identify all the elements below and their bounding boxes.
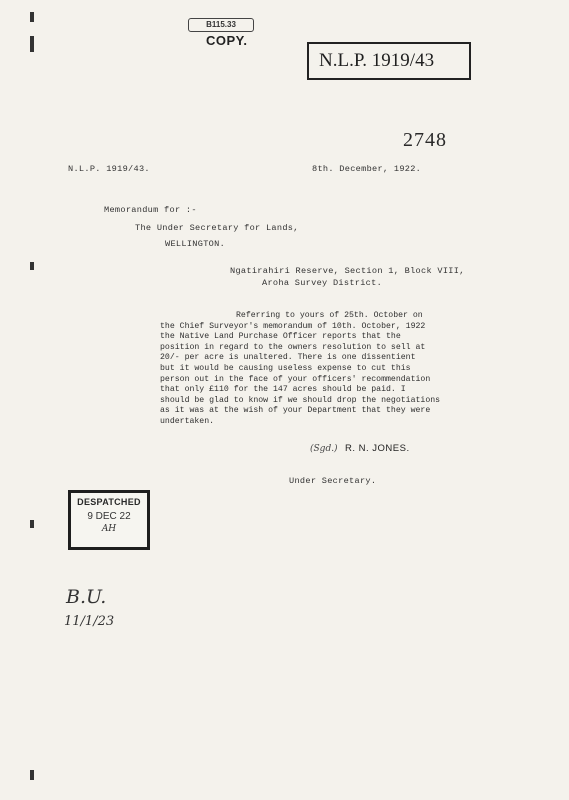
- body-line: the Native Land Purchase Officer reports that the: [160, 332, 401, 342]
- punch-mark: [30, 262, 34, 270]
- punch-mark: [30, 520, 34, 528]
- body-line: Referring to yours of 25th. October on: [236, 311, 423, 320]
- subject-line-1: Ngatirahiri Reserve, Section 1, Block VIII,: [230, 266, 465, 276]
- file-reference-box: N.L.P. 1919/43: [307, 42, 471, 80]
- despatched-date: 9 DEC 22: [87, 511, 131, 522]
- body-line: position in regard to the owners resolution to sell at: [160, 342, 426, 352]
- body-line: that only £110 for the 147 acres should be paid. I: [160, 385, 406, 395]
- addressee: The Under Secretary for Lands,: [135, 223, 299, 233]
- body-line: as it was at the wish of your Department that they were: [160, 406, 431, 416]
- body-line: undertaken.: [160, 416, 215, 426]
- body-line: the Chief Surveyor's memorandum of 10th. October, 1922: [160, 321, 426, 331]
- addressee-city: WELLINGTON.: [165, 239, 226, 249]
- body-paragraph: [160, 311, 460, 428]
- body-line: person out in the face of your officers' recommendation: [160, 374, 431, 384]
- file-stamp: B115.33: [188, 18, 254, 32]
- document-date: 8th. December, 1922.: [312, 164, 422, 174]
- reference-number: N.L.P. 1919/43.: [68, 164, 150, 174]
- despatched-label: DESPATCHED: [77, 497, 141, 507]
- punch-mark: [30, 12, 34, 22]
- signature-name: R. N. JONES.: [345, 443, 410, 454]
- despatched-stamp: [68, 490, 150, 550]
- despatched-initials: AH: [101, 524, 117, 534]
- copy-stamp: COPY.: [206, 33, 248, 48]
- signature-prefix: (Sgd.): [310, 444, 338, 454]
- punch-mark: [30, 770, 34, 780]
- memo-heading: Memorandum for :-: [104, 205, 197, 215]
- body-line: but it would be causing useless expense to cut this: [160, 363, 411, 373]
- punch-mark: [30, 36, 34, 52]
- body-line: 20/- per acre is unaltered. There is one dissentient: [160, 353, 416, 363]
- registry-number: 2748: [403, 129, 447, 151]
- handwritten-date: 11/1/23: [64, 614, 115, 629]
- body-line: should be glad to know if we should drop the negotiations: [160, 395, 441, 405]
- subject-line-2: Aroha Survey District.: [262, 278, 383, 288]
- handwritten-initials: B.U.: [66, 586, 107, 608]
- signature-title: Under Secretary.: [289, 476, 377, 486]
